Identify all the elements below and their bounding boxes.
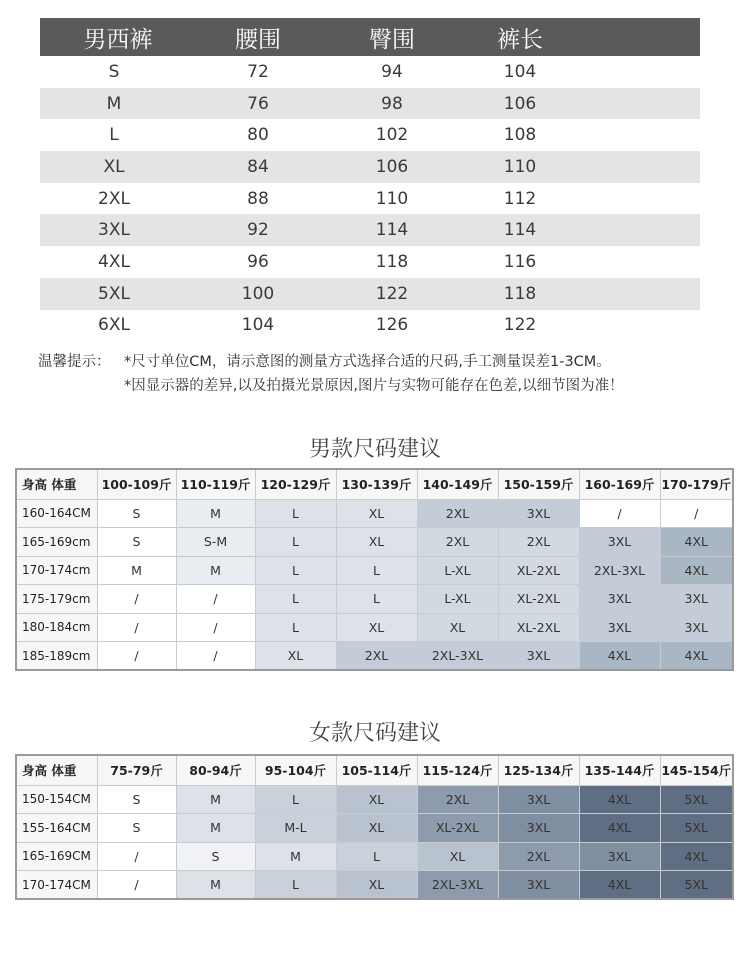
- size-suggestion: 2XL-3XL: [417, 642, 498, 671]
- size-row: [40, 119, 700, 151]
- size-suggestion: S: [97, 814, 176, 843]
- women-header-row: [16, 755, 733, 785]
- size-cell: 106: [503, 93, 537, 114]
- size-cell: 114: [503, 220, 537, 241]
- men-row: [16, 556, 733, 585]
- weight-header: 135-144斤: [579, 755, 660, 785]
- size-suggestion: 4XL: [579, 785, 660, 814]
- size-suggestion: S: [97, 785, 176, 814]
- size-suggestion: /: [660, 499, 733, 528]
- size-cell: 76: [247, 93, 269, 114]
- men-row: [16, 585, 733, 614]
- size-suggestion: 2XL-3XL: [417, 871, 498, 900]
- size-suggestion: M: [255, 842, 336, 871]
- size-suggestion: 5XL: [660, 785, 733, 814]
- size-cell: 84: [247, 156, 269, 177]
- size-table: [40, 18, 700, 341]
- size-cell: 106: [375, 156, 409, 177]
- women-size-table: [15, 754, 734, 900]
- size-cell: 118: [503, 283, 537, 304]
- size-cell: 92: [247, 220, 269, 241]
- size-suggestion: XL: [336, 814, 417, 843]
- weight-header: 80-94斤: [176, 755, 255, 785]
- header-product: 男西裤: [83, 26, 153, 53]
- note-line-1: [38, 350, 624, 374]
- size-suggestion: L: [255, 871, 336, 900]
- size-suggestion: 5XL: [660, 814, 733, 843]
- size-suggestion: 5XL: [660, 871, 733, 900]
- size-cell: M: [106, 93, 122, 114]
- size-suggestion: /: [97, 842, 176, 871]
- size-cell: 80: [247, 125, 269, 146]
- size-cell: 122: [503, 315, 537, 336]
- size-cell: 2XL: [98, 188, 130, 209]
- size-suggestion: L: [336, 842, 417, 871]
- size-suggestion: XL: [336, 785, 417, 814]
- size-cell: 110: [375, 188, 409, 209]
- height-label: 185-189cm: [16, 642, 97, 671]
- men-size-table: [15, 468, 734, 671]
- height-label: 160-164CM: [16, 499, 97, 528]
- size-suggestion: 4XL: [660, 842, 733, 871]
- size-cell: 6XL: [98, 315, 130, 336]
- height-label: 165-169cm: [16, 528, 97, 557]
- size-suggestion: M-L: [255, 814, 336, 843]
- size-suggestion: 2XL: [336, 642, 417, 671]
- size-suggestion: 4XL: [660, 528, 733, 557]
- men-row: [16, 642, 733, 671]
- size-suggestion: /: [97, 642, 176, 671]
- women-row: [16, 842, 733, 871]
- note-text-1: *尺寸单位CM，请示意图的测量方式选择合适的尺码,手工测量误差1-3CM。: [124, 354, 611, 370]
- women-row: [16, 814, 733, 843]
- size-suggestion: 3XL: [498, 499, 579, 528]
- size-suggestion: /: [176, 613, 255, 642]
- size-suggestion: L: [255, 528, 336, 557]
- corner-label: 身高 体重: [16, 469, 97, 499]
- size-suggestion: 4XL: [579, 814, 660, 843]
- size-suggestion: 3XL: [579, 613, 660, 642]
- size-suggestion: 2XL: [417, 499, 498, 528]
- size-suggestion: M: [176, 871, 255, 900]
- size-suggestion: XL: [336, 528, 417, 557]
- weight-header: 105-114斤: [336, 755, 417, 785]
- weight-header: 160-169斤: [579, 469, 660, 499]
- size-cell: 122: [375, 283, 409, 304]
- height-label: 165-169CM: [16, 842, 97, 871]
- weight-header: 100-109斤: [97, 469, 176, 499]
- size-suggestion: S-M: [176, 528, 255, 557]
- size-suggestion: 2XL: [417, 528, 498, 557]
- size-cell: 3XL: [98, 220, 130, 241]
- size-suggestion: 2XL: [498, 528, 579, 557]
- size-suggestion: L: [255, 613, 336, 642]
- weight-header: 170-179斤: [660, 469, 733, 499]
- size-suggestion: 3XL: [579, 585, 660, 614]
- size-suggestion: /: [176, 585, 255, 614]
- height-label: 155-164CM: [16, 814, 97, 843]
- size-suggestion: 3XL: [498, 871, 579, 900]
- size-suggestion: /: [97, 613, 176, 642]
- men-row: [16, 613, 733, 642]
- size-suggestion: XL-2XL: [498, 585, 579, 614]
- height-label: 170-174CM: [16, 871, 97, 900]
- size-suggestion: L: [336, 556, 417, 585]
- size-suggestion: XL: [255, 642, 336, 671]
- size-row: [40, 88, 700, 120]
- size-suggestion: M: [97, 556, 176, 585]
- header-waist: 腰围: [235, 26, 281, 53]
- size-suggestion: M: [176, 814, 255, 843]
- size-suggestion: /: [176, 642, 255, 671]
- height-label: 175-179cm: [16, 585, 97, 614]
- size-suggestion: 4XL: [660, 556, 733, 585]
- size-suggestion: L: [255, 556, 336, 585]
- size-row: [40, 246, 700, 278]
- weight-header: 130-139斤: [336, 469, 417, 499]
- weight-header: 95-104斤: [255, 755, 336, 785]
- size-suggestion: 4XL: [660, 642, 733, 671]
- size-cell: 116: [503, 251, 537, 272]
- size-cell: 126: [375, 315, 409, 336]
- size-cell: 102: [375, 125, 409, 146]
- size-cell: 5XL: [98, 283, 130, 304]
- size-suggestion: XL: [336, 871, 417, 900]
- size-suggestion: XL-2XL: [498, 556, 579, 585]
- corner-label: 身高 体重: [16, 755, 97, 785]
- weight-header: 145-154斤: [660, 755, 733, 785]
- size-suggestion: 4XL: [579, 871, 660, 900]
- weight-header: 120-129斤: [255, 469, 336, 499]
- size-cell: 100: [241, 283, 275, 304]
- size-row: [40, 151, 700, 183]
- weight-header: 125-134斤: [498, 755, 579, 785]
- size-row: [40, 278, 700, 310]
- size-suggestion: 2XL: [417, 785, 498, 814]
- size-cell: 112: [503, 188, 537, 209]
- size-suggestion: L: [255, 499, 336, 528]
- note-line-2: [38, 374, 624, 398]
- size-suggestion: L-XL: [417, 556, 498, 585]
- size-suggestion: 3XL: [498, 642, 579, 671]
- size-suggestion: L-XL: [417, 585, 498, 614]
- height-label: 150-154CM: [16, 785, 97, 814]
- size-cell: 88: [247, 188, 269, 209]
- men-row: [16, 499, 733, 528]
- weight-header: 150-159斤: [498, 469, 579, 499]
- size-suggestion: M: [176, 785, 255, 814]
- size-suggestion: 3XL: [498, 814, 579, 843]
- size-cell: 104: [241, 315, 275, 336]
- size-cell: 110: [503, 156, 537, 177]
- size-suggestion: /: [579, 499, 660, 528]
- size-suggestion: /: [97, 585, 176, 614]
- size-suggestion: 3XL: [579, 528, 660, 557]
- size-suggestion: XL-2XL: [417, 814, 498, 843]
- size-cell: 108: [503, 125, 537, 146]
- women-row: [16, 785, 733, 814]
- size-suggestion: XL: [336, 613, 417, 642]
- size-suggestion: L: [255, 585, 336, 614]
- size-suggestion: L: [255, 785, 336, 814]
- size-cell: 96: [247, 251, 269, 272]
- size-suggestion: XL: [336, 499, 417, 528]
- size-table-header: [40, 18, 700, 56]
- size-row: [40, 214, 700, 246]
- note-text-2: *因显示器的差异,以及拍摄光景原因,图片与实物可能存在色差,以细节图为准！: [124, 378, 624, 394]
- size-cell: L: [109, 125, 119, 146]
- size-suggestion: S: [176, 842, 255, 871]
- size-cell: 98: [381, 93, 403, 114]
- size-suggestion: 2XL: [498, 842, 579, 871]
- size-suggestion: 3XL: [498, 785, 579, 814]
- size-cell: XL: [103, 156, 125, 177]
- header-length: 裤长: [497, 26, 543, 53]
- men-title: 男款尺码建议: [308, 437, 441, 462]
- size-cell: 4XL: [98, 251, 130, 272]
- header-hip: 臀围: [369, 26, 415, 53]
- size-suggestion: 3XL: [660, 585, 733, 614]
- height-label: 170-174cm: [16, 556, 97, 585]
- size-suggestion: M: [176, 499, 255, 528]
- size-row: [40, 310, 700, 342]
- size-suggestion: 3XL: [579, 842, 660, 871]
- men-header-row: [16, 469, 733, 499]
- size-cell: 118: [375, 251, 409, 272]
- size-suggestion: /: [97, 871, 176, 900]
- women-row: [16, 871, 733, 900]
- size-suggestion: 4XL: [579, 642, 660, 671]
- notes: [38, 350, 624, 398]
- size-suggestion: XL: [417, 842, 498, 871]
- size-cell: 72: [247, 61, 269, 82]
- size-suggestion: XL-2XL: [498, 613, 579, 642]
- note-label: 温馨提示：: [38, 354, 111, 370]
- size-cell: 104: [503, 61, 537, 82]
- size-cell: 94: [381, 61, 403, 82]
- size-row: [40, 183, 700, 215]
- women-title: 女款尺码建议: [308, 721, 441, 746]
- size-cell: 114: [375, 220, 409, 241]
- size-suggestion: 3XL: [660, 613, 733, 642]
- weight-header: 140-149斤: [417, 469, 498, 499]
- size-row: [40, 56, 700, 88]
- size-suggestion: XL: [417, 613, 498, 642]
- size-suggestion: S: [97, 528, 176, 557]
- men-row: [16, 528, 733, 557]
- size-suggestion: M: [176, 556, 255, 585]
- height-label: 180-184cm: [16, 613, 97, 642]
- size-table-body: [40, 56, 700, 341]
- weight-header: 75-79斤: [97, 755, 176, 785]
- weight-header: 110-119斤: [176, 469, 255, 499]
- size-cell: S: [108, 61, 120, 82]
- weight-header: 115-124斤: [417, 755, 498, 785]
- size-suggestion: 2XL-3XL: [579, 556, 660, 585]
- size-suggestion: S: [97, 499, 176, 528]
- size-suggestion: L: [336, 585, 417, 614]
